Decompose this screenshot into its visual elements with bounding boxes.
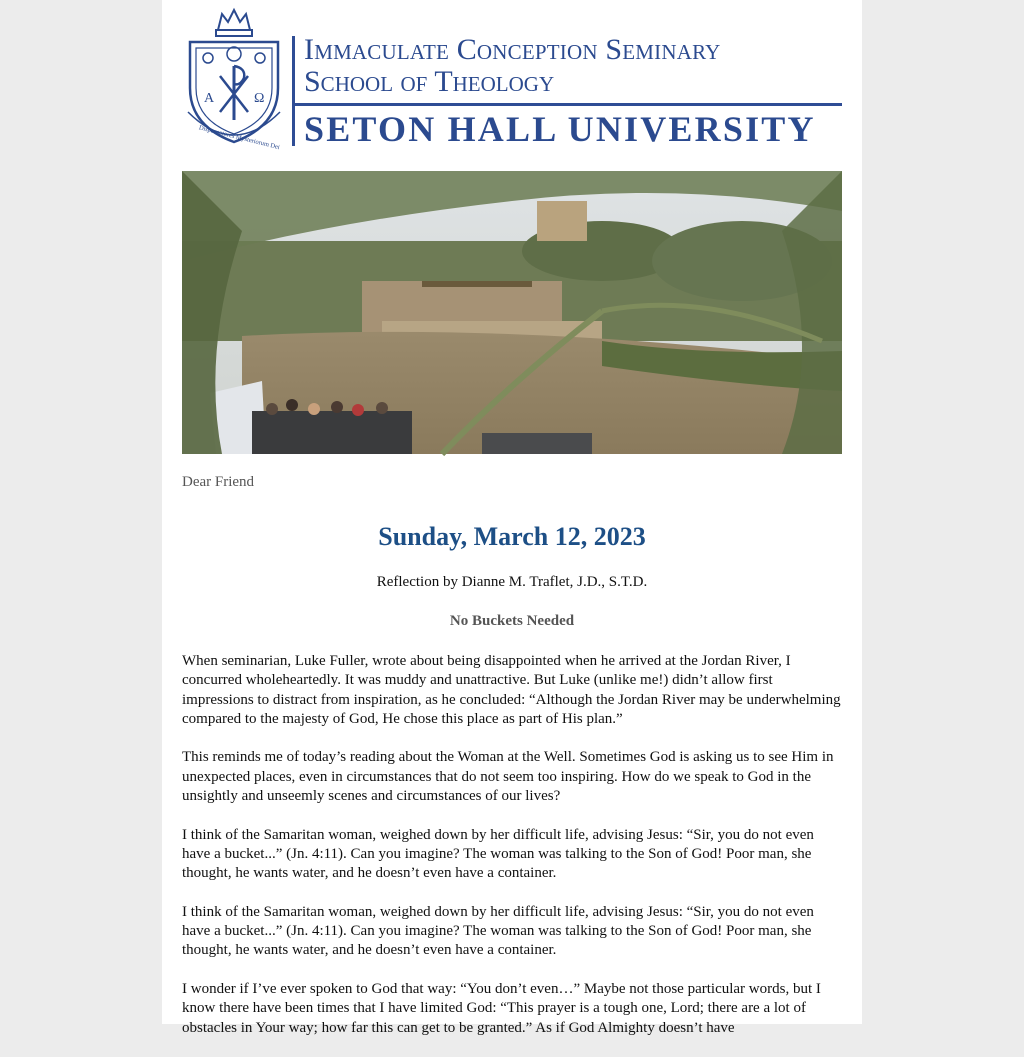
paragraph: I think of the Samaritan woman, weighed down by her difficult life, advising Jesus: “Sir, you do not even have a bucket...” (Jn. 4:11). Can you imagine? The woman was talking to the Son of God! Poor man, she thought, he wants water, and he doesn’t even have a container. bbox=[182, 826, 814, 882]
paragraph: When seminarian, Luke Fuller, wrote about being disappointed when he arrived at the Jordan River, I concurred wholeheartedly. It was muddy and unattractive. But Luke (unlike me!) didn’t allow first impressions to distract from inspiration, as he concluded: “Although the Jordan River may be underwhelming compared to the majesty of God, He chose this place as part of His plan.” bbox=[182, 653, 841, 727]
photo-image bbox=[182, 171, 842, 454]
byline: Reflection by Dianne M. Traflet, J.D., S.T.D. bbox=[376, 574, 648, 590]
university-name: SETON HALL UNIVERSITY bbox=[304, 109, 816, 149]
reflection-date: Sunday, March 12, 2023 bbox=[378, 522, 646, 551]
jordan-river-photo[interactable] bbox=[182, 171, 842, 454]
header-logo[interactable] bbox=[182, 8, 842, 150]
seminary-crest-icon bbox=[182, 8, 286, 150]
paragraph: I wonder if I’ve ever spoken to God that way: “You don’t even…” Maybe not those particular words, but I know there have been times that I have limited God: “This prayer is a tough one, Lord; there are a lot of obstacles in Your way; how far this can get to be granted.” As if God Almighty doesn’t have bbox=[182, 981, 821, 1036]
seminary-name: Immaculate Conception Seminary bbox=[304, 33, 721, 66]
paragraph: I think of the Samaritan woman, weighed down by her difficult life, advising Jesus: “Sir, you do not even have a bucket...” (Jn. 4:11). Can you imagine? The woman was talking to the Son of God! Poor man, she thought, he wants water, and he doesn’t even have a container. bbox=[182, 903, 814, 959]
header-rule bbox=[294, 103, 842, 106]
header-divider bbox=[292, 36, 295, 146]
reflection-title: No Buckets Needed bbox=[449, 613, 575, 629]
school-name: School of Theology bbox=[304, 65, 555, 98]
email-page bbox=[162, 0, 862, 1036]
reflection-body bbox=[182, 652, 842, 1057]
greeting: Dear Friend bbox=[182, 474, 255, 490]
crest-omega: Ω bbox=[254, 91, 265, 106]
crest-motto: Dispensatores Mysteriorum Dei bbox=[198, 124, 281, 152]
paragraph: This reminds me of today’s reading about the Woman at the Well. Sometimes God is asking us to see Him in unexpected places, even in circumstances that do not seem too inspiring. How do we speak to God in the unsightly and unseemly scenes and circumstances of our lives? bbox=[182, 749, 834, 805]
crest-alpha: A bbox=[204, 91, 215, 106]
